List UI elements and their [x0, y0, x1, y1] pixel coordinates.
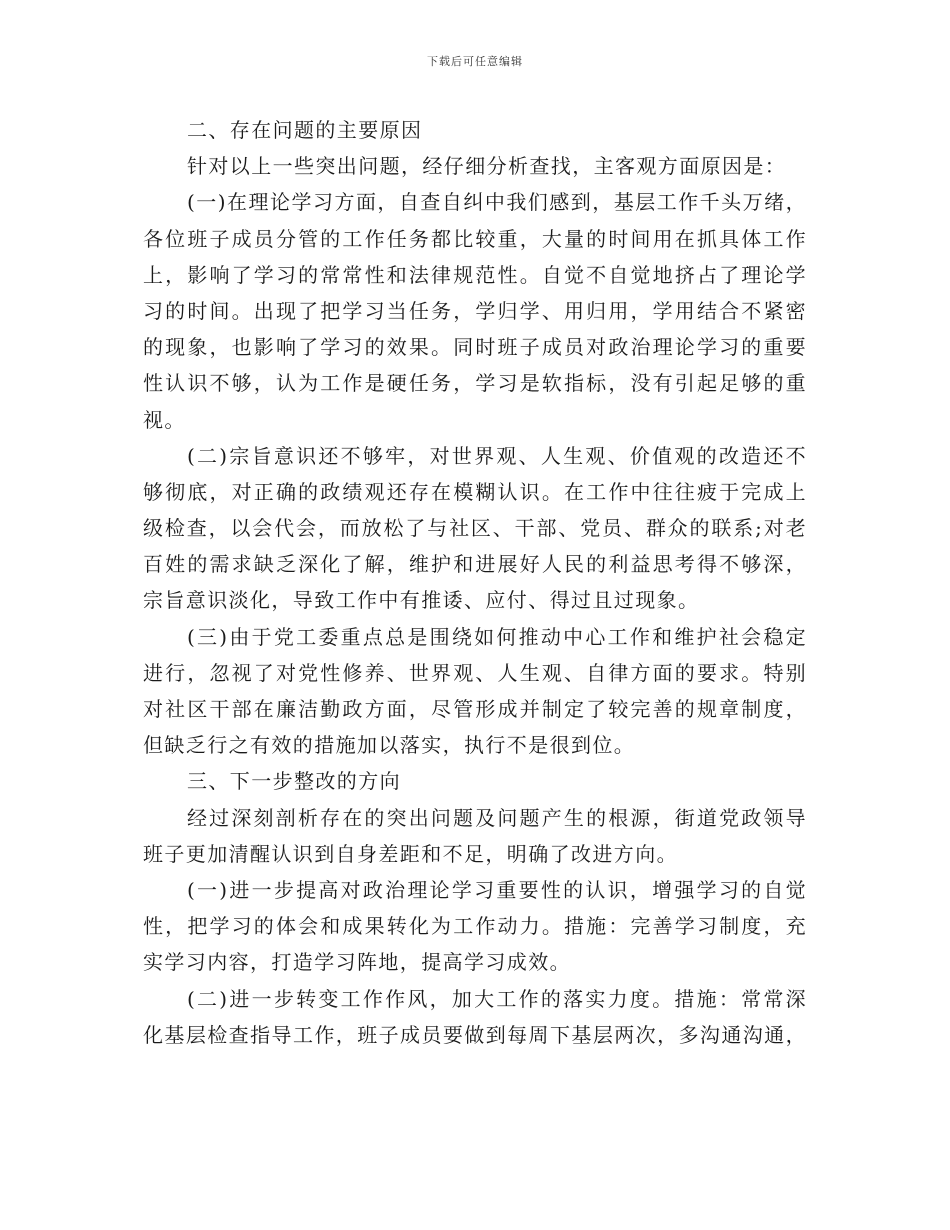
document-body [143, 112, 807, 1053]
text-line: 性认识不够，认为工作是硬任务，学习是软指标，没有引起足够的重 [143, 371, 807, 396]
text-line: 各位班子成员分管的工作任务都比较重，大量的时间用在抓具体工作 [143, 226, 807, 251]
text-line: 的现象，也影响了学习的效果。同时班子成员对政治理论学习的重要 [143, 335, 807, 360]
text-line: 视。 [143, 407, 186, 432]
text-line: 实学习内容，打造学习阵地，提高学习成效。 [143, 950, 571, 975]
text-line: 但缺乏行之有效的措施加以落实，执行不是很到位。 [143, 733, 636, 758]
text-line: 够彻底，对正确的政绩观还存在模糊认识。在工作中往往疲于完成上 [143, 479, 807, 504]
text-line: 二、存在问题的主要原因 [187, 118, 423, 142]
text-line: (三)由于党工委重点总是围绕如何推动中心工作和维护社会稳定 [187, 624, 807, 649]
text-line: (一)进一步提高对政治理论学习重要性的认识，增强学习的自觉 [187, 877, 807, 902]
text-line: 班子更加清醒认识到自身差距和不足，明确了改进方向。 [143, 841, 678, 866]
text-line: 进行，忽视了对党性修养、世界观、人生观、自律方面的要求。特别 [143, 660, 807, 685]
text-line: 化基层检查指导工作，班子成员要做到每周下基层两次，多沟通沟通， [143, 1022, 807, 1047]
text-line: (二)宗旨意识还不够牢，对世界观、人生观、价值观的改造还不 [187, 443, 807, 468]
text-line: 对社区干部在廉洁勤政方面，尽管形成并制定了较完善的规章制度， [143, 697, 807, 721]
paragraph-lines [143, 112, 807, 1053]
page-header: 下载后可任意编辑 [427, 55, 523, 68]
text-line: (一)在理论学习方面，自查自纠中我们感到，基层工作千头万绪， [187, 190, 807, 215]
text-line: (二)进一步转变工作作风，加大工作的落实力度。措施：常常深 [187, 986, 807, 1011]
text-line: 级检查，以会代会，而放松了与社区、干部、党员、群众的联系;对老 [143, 516, 807, 541]
text-line: 习的时间。出现了把学习当任务，学归学、用归用，学用结合不紧密 [143, 298, 807, 323]
text-line: 针对以上一些突出问题，经仔细分析查找，主客观方面原因是： [187, 154, 787, 179]
text-line: 经过深刻剖析存在的突出问题及问题产生的根源，街道党政领导 [187, 805, 807, 830]
text-line: 百姓的需求缺乏深化了解，维护和进展好人民的利益思考得不够深， [143, 552, 807, 577]
text-line: 三、下一步整改的方向 [187, 769, 401, 794]
text-line: 性，把学习的体会和成果转化为工作动力。措施：完善学习制度，充 [143, 914, 807, 939]
text-line: 上，影响了学习的常常性和法律规范性。自觉不自觉地挤占了理论学 [143, 262, 807, 287]
text-line: 宗旨意识淡化，导致工作中有推诿、应付、得过且过现象。 [143, 588, 700, 613]
